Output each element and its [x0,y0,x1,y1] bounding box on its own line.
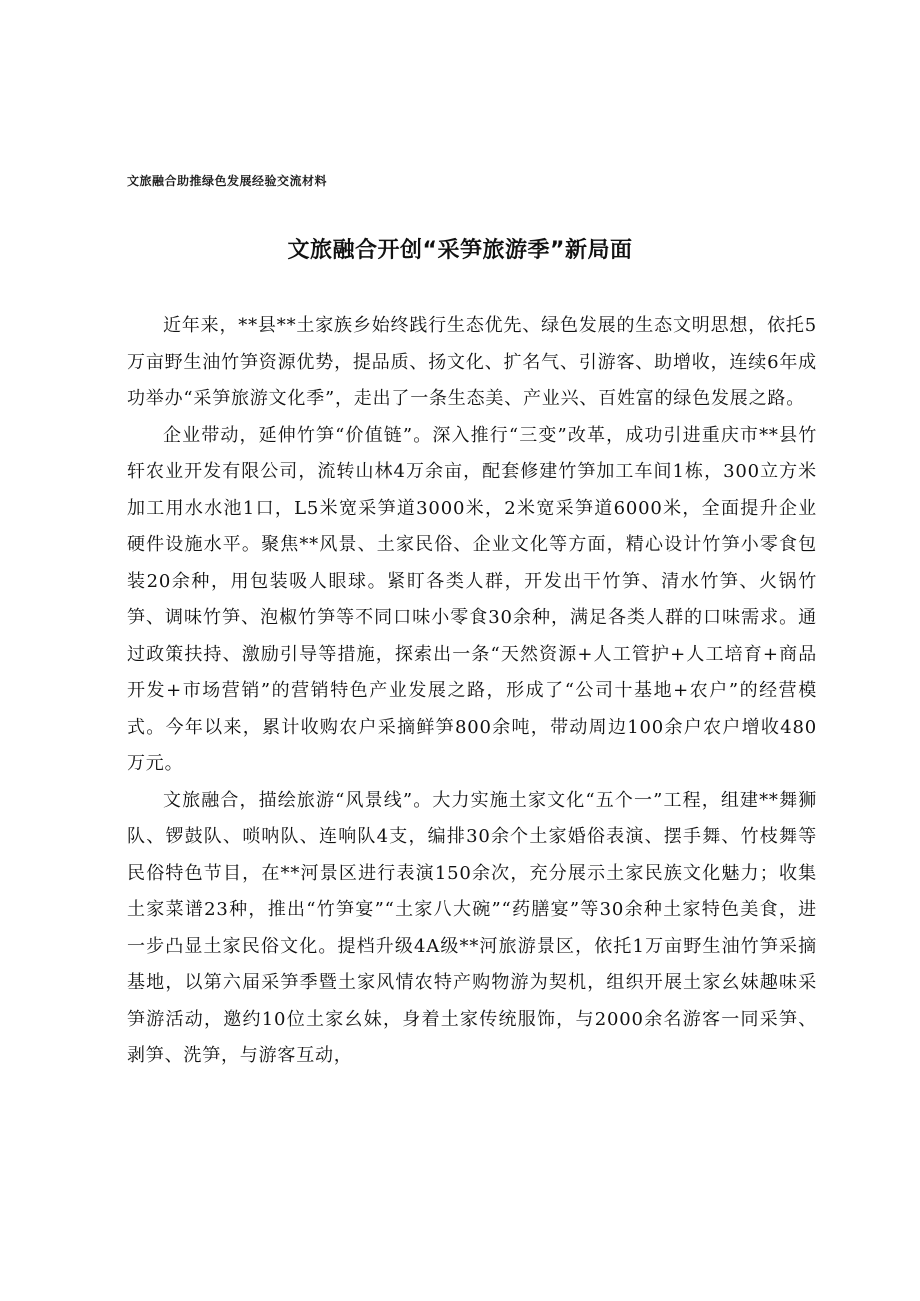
document-header-label: 文旅融合助推绿色发展经验交流材料 [127,174,328,188]
document-body [127,308,817,1075]
paragraph-intro: 近年来，**县**土家族乡始终践行生态优先、绿色发展的生态文明思想，依托5万亩野生油竹笋资源优势，提品质、扬文化、扩名气、引游客、助增收，连续6年成功举办“采笋旅游文化季”，走出了一条生态美、产业兴、百姓富的绿色发展之路。 [127,315,817,409]
document-title: 文旅融合开创“采笋旅游季”新局面 [287,238,633,263]
paragraph-enterprise: 企业带动，延伸竹笋“价值链”。深入推行“三变”改革，成功引进重庆市**县竹轩农业开发有限公司，流转山林4万余亩，配套修建竹笋加工车间1栋，300立方米加工用水水池1口，L5米宽采笋道3000米，2米宽采笋道6000米，全面提升企业硬件设施水平。聚焦**风景、土家民俗、企业文化等方面，精心设计竹笋小零食包装20余种，用包装吸人眼球。紧盯各类人群，开发出干竹笋、清水竹笋、火锅竹笋、调味竹笋、泡椒竹笋等不同口味小零食30余种，满足各类人群的口味需求。通过政策扶持、激励引导等措施，探索出一条“天然资源+人工管护+人工培育+商品开发+市场营销”的营销特色产业发展之路，形成了“公司十基地+农户”的经营模式。今年以来，累计收购农户采摘鲜笋800余吨，带动周边100余户农户增收480万元。 [127,424,817,774]
paragraph-culture-tourism: 文旅融合，描绘旅游“风景线”。大力实施土家文化“五个一”工程，组建**舞狮队、锣鼓队、唢呐队、连响队4支，编排30余个土家婚俗表演、摆手舞、竹枝舞等民俗特色节目，在**河景区进行表演150余次，充分展示土家民族文化魅力；收集土家菜谱23种，推出“竹笋宴”“土家八大碗”“药膳宴”等30余种土家特色美食，进一步凸显土家民俗文化。提档升级4A级**河旅游景区，依托1万亩野生油竹笋采摘基地，以第六届采笋季暨土家风情农特产购物游为契机，组织开展土家幺妹趣味采笋游活动，邀约10位土家幺妹，身着土家传统服饰，与2000余名游客一同采笋、剥笋、洗笋，与游客互动， [127,789,817,1066]
